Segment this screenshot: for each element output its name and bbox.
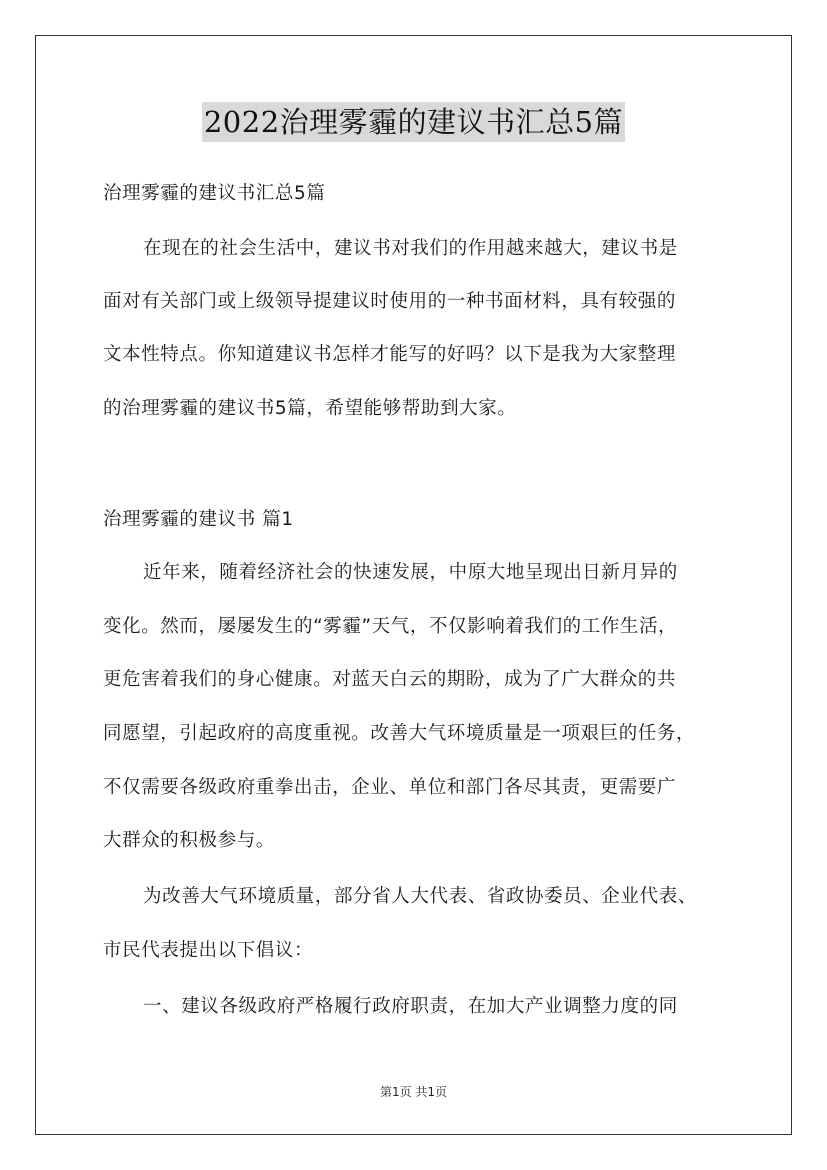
paragraph-line: 大群众的积极参与。	[103, 830, 275, 851]
paragraph-line: 不仅需要各级政府重拳出击，企业、单位和部门各尽其责，更需要广	[103, 777, 677, 798]
intro-line: 文本性特点。你知道建议书怎样才能写的好吗？以下是我为大家整理	[103, 344, 677, 365]
paragraph-line: 近年来，随着经济社会的快速发展，中原大地呈现出日新月异的	[143, 562, 678, 583]
paragraph-line: 变化。然而，屡屡发生的“雾霾”天气，不仅影响着我们的工作生活，	[103, 616, 678, 637]
paragraph-line: 同愿望，引起政府的高度重视。改善大气环境质量是一项艰巨的任务，	[103, 723, 696, 744]
document-subtitle: 治理雾霾的建议书汇总5篇	[103, 183, 326, 204]
paragraph-line: 为改善大气环境质量，部分省人大代表、省政协委员、企业代表、	[143, 886, 697, 907]
intro-line: 的治理雾霾的建议书5篇，希望能够帮助到大家。	[103, 398, 517, 419]
section-heading: 治理雾霾的建议书 篇1	[103, 509, 294, 530]
document-title: 2022治理雾霾的建议书汇总5篇	[202, 102, 625, 142]
paragraph-line: 市民代表提出以下倡议：	[103, 940, 314, 961]
paragraph-line: 一、建议各级政府严格履行政府职责，在加大产业调整力度的同	[143, 996, 678, 1017]
intro-line: 面对有关部门或上级领导提建议时使用的一种书面材料，具有较强的	[103, 291, 677, 312]
paragraph-line: 更危害着我们的身心健康。对蓝天白云的期盼，成为了广大群众的共	[103, 669, 677, 690]
page-footer: 第1页 共1页	[379, 1085, 448, 1099]
title-container	[0, 102, 827, 142]
intro-line: 在现在的社会生活中，建议书对我们的作用越来越大，建议书是	[143, 238, 678, 259]
